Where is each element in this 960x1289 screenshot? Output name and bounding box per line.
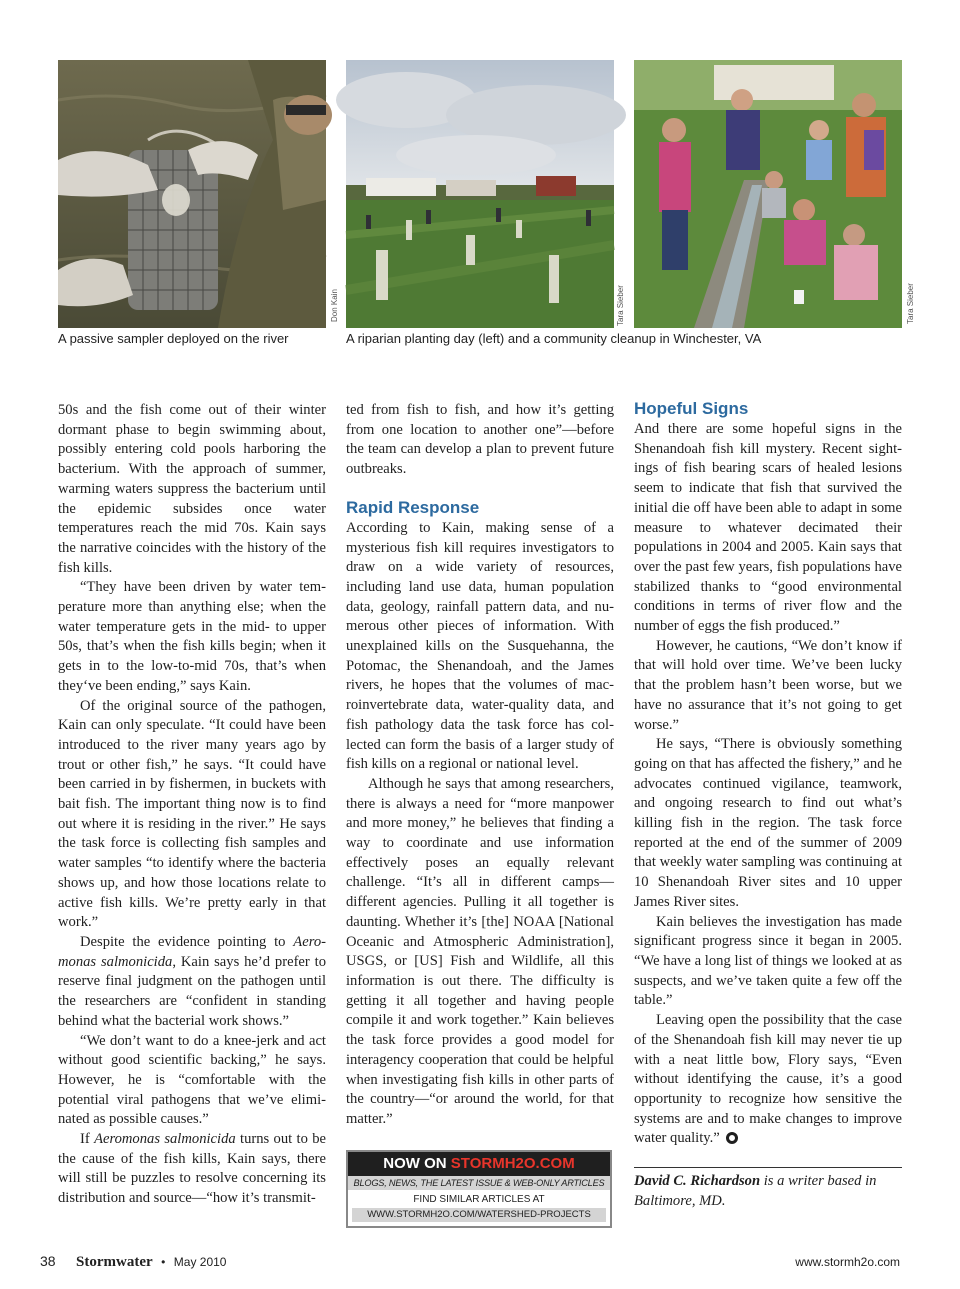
article-column-2 [346, 401, 614, 1130]
paragraph: 50s and the fish come out of their winter dormant phase to begin swimming about, possibly entering cold pools harboring the bacterium. With the approach of summer, warming waters suppress the bacterium until the epidemic subsides once water temperatures reach the mid 70s. Kain says the narrative coincides with the history of the fish kills. [58, 402, 326, 576]
article-column-1 [58, 401, 326, 1209]
text-run: , Kain says he’d prefer to reserve final judgment on the pathogen until the researchers are “confident in standing behind what the bacterial work shows.” [58, 953, 326, 1029]
paragraph: “We don’t want to do a knee-jerk and act without good scientific backing,” he says. However, he is “comfortable with the potential viral pathogens that we’ve eliminated as possible causes.” [58, 1032, 326, 1128]
section-heading-rapid-response: Rapid Response [346, 497, 480, 517]
promo-find: FIND SIMILAR ARTICLES AT [413, 1194, 545, 1205]
website-promo-box [346, 1150, 612, 1228]
text-run: Leaving open the possibility that the case of the Shenandoah fish kill may never tie up with a neat little bow, Flory says, “Even without identifying the cause, it’s a good opportunity to recognize how sensitive the systems are and to make changes to improve water quality.” [634, 1012, 902, 1147]
promo-now-on: NOW ON [383, 1155, 451, 1172]
paragraph: ted from fish to fish, and how it’s getting from one location to another one”—before the team can develop a plan to prevent future outbreaks. [346, 402, 614, 478]
caption-left: A passive sampler deployed on the river [58, 331, 289, 346]
paragraph: However, he cautions, “We don’t know if that will hold over time. We’ve been lucky that the problem hasn’t been worse, but we have no assurance that it’s not going to get worse.” [634, 637, 902, 733]
paragraph: And there are some hopeful signs in the Shenandoah fish kill mystery. Recent sightings of fish bearing scars of healed lesions seem to indicate that fish that survived the initial die off have been able to adapt in some measure to whatever decimated their populations in 2004 and 2005. Kain says that over the past few years, fish populations have stabilized thanks to “good environmental conditions in terms of river flow and the number of eggs the fish produced.” [634, 421, 902, 635]
page-number: 38 [40, 1253, 56, 1269]
photo-credit: Tara Sieber [616, 285, 625, 326]
footer-left [40, 1253, 226, 1271]
text-run: Despite the evidence pointing to [80, 933, 294, 950]
caption-right: A riparian planting day (left) and a community cleanup in Winchester, VA [346, 331, 762, 346]
promo-url-link[interactable]: WWW.STORMH2O.COM/WATERSHED-PROJECTS [352, 1208, 606, 1222]
author-name: David C. Richardson [634, 1173, 761, 1190]
footer-url[interactable]: www.stormh2o.com [795, 1255, 900, 1269]
paragraph: Kain believes the investigation has made significant progress since it began in 2005. “We have a long list of things we looked at as suspects, and we’ve taken quite a few off the table.” [634, 913, 902, 1009]
paragraph [58, 1130, 326, 1209]
photo-credit: Tara Sieber [906, 283, 915, 324]
promo-site-link[interactable]: STORMH2O.COM [450, 1155, 575, 1172]
author-bio [634, 1167, 902, 1211]
author-bio-text: is a writer based in Baltimore, MD. [634, 1173, 877, 1209]
magazine-name: Stormwater [76, 1254, 153, 1270]
section-heading-hopeful-signs: Hopeful Signs [634, 399, 749, 418]
photo-credit: Don Kain [330, 289, 339, 322]
promo-title [348, 1152, 610, 1176]
paragraph [58, 933, 326, 1032]
photo-community-cleanup [634, 60, 915, 328]
paragraph: Of the original source of the pathogen, Kain can only speculate. “It could have been introduced to the river many years ago by trout or other fish,” he says. “It could have been carried in by fishermen, in buckets with bait fish. The important thing now is to find out where it is residing in the river.” He says the task force is collecting fish samples and water samples “to identify where the bacteria shows up, and how those locations relate to active fish kills. We’re pretty early in that work.” [58, 697, 326, 931]
article-column-3 [634, 398, 902, 1211]
text-run: turns out to be the cause of the fish kills, Kain says, there will still be puzzles to resolve concerning its distribution and source—“how it’s transmit- [58, 1131, 326, 1207]
issue-date: May 2010 [173, 1255, 227, 1269]
text-run: If [80, 1131, 95, 1148]
photo-riparian-planting [346, 60, 625, 328]
paragraph: He says, “There is obviously something going on that has affected the fishery,” and he advocates continued vigilance, teamwork, and ongoing research to find out what’s killing fish in the region. The task force reported at the end of the summer of 2009 that weekly water sampling was continuing at 10 Shenandoah River sites and 10 upper James River sites. [634, 736, 902, 910]
photo-passive-sampler [58, 60, 339, 328]
footer-bullet: • [161, 1255, 166, 1269]
species-name: Aeromonas salmonicida [58, 933, 326, 970]
paragraph: According to Kain, making sense of a mysterious fish kill requires investigators to draw on a wide variety of resources, including land use data, human population data, geology, rainfall pattern data, and numerous other pieces of information. With unexplained kills on the Susquehanna, the Potomac, the Shenandoah, and the James rivers, he hopes that the volumes of macroinvertebrate data, water-quality data, and fish pathology data the task force has collected can form the basis of a larger study of fish kills on a regional or national level. [346, 519, 614, 773]
paragraph: Although he says that among researchers, there is always a need for “more manpower and more money,” he believes that finding a way to coordinate and use information effectively poses an equally relevant challenge. “It’s all in different camps—different agencies. Pulling it all together is daunting. Whether it’s [the] NOAA [National Oceanic and Atmospheric Administration], USGS, or [US] Fish and Wildlife, all this information is out there. The difficulty is getting it all together and having people compile it and work together.” Kain believes the task force provides a good model for interagency cooperation that could be helpful when investigating fish kills in other parts of the country—“or around the world, for that matter.” [346, 775, 614, 1127]
species-name: Aeromonas salmonicida [94, 1131, 236, 1148]
end-of-article-icon [726, 1132, 738, 1144]
promo-tagline: BLOGS, NEWS, THE LATEST ISSUE & WEB-ONLY ARTICLES [348, 1176, 610, 1190]
paragraph [634, 1011, 902, 1149]
paragraph: “They have been driven by water temperature more than anything else; when the water temperature gets in the mid- to upper 50s, that’s when the fish kills begin; when it gets in to the low-to-mid 70s, that’s when they‘ve been ending,” says Kain. [58, 579, 326, 694]
